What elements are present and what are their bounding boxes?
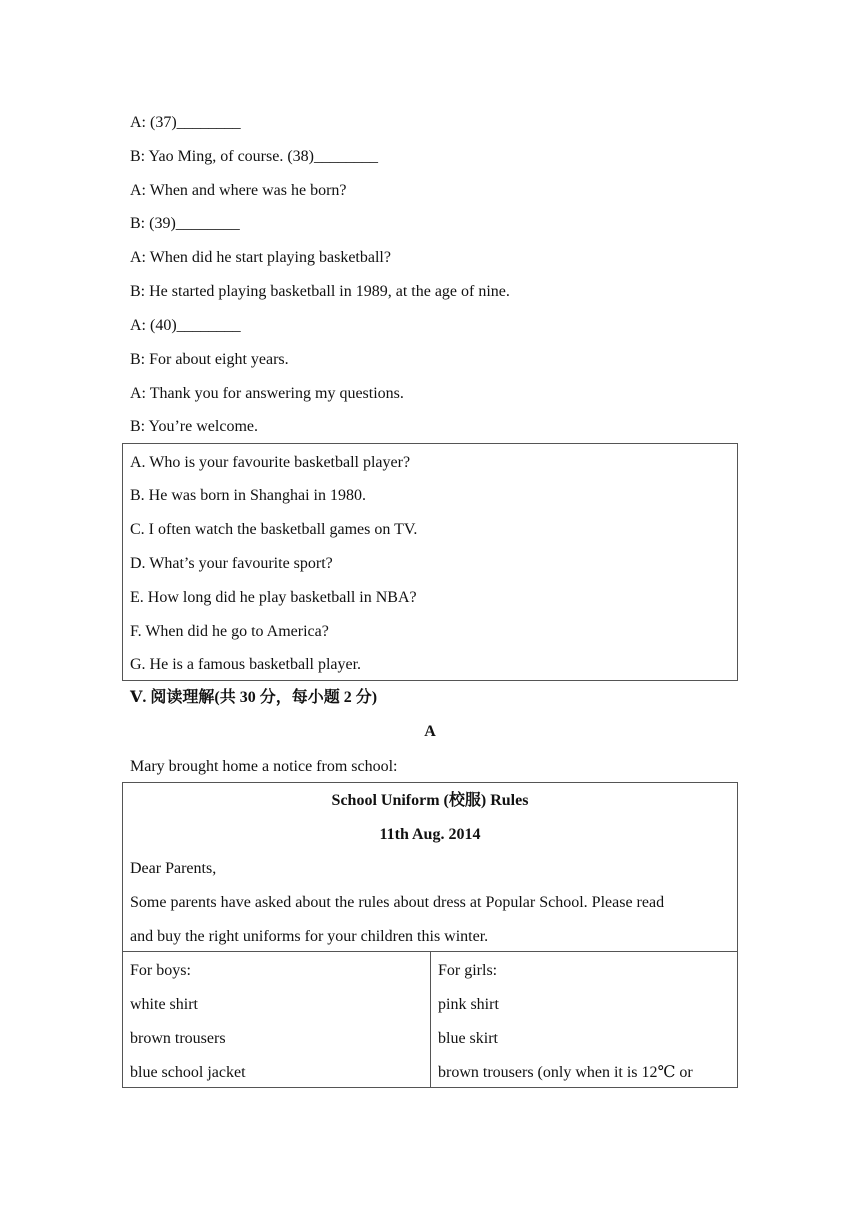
girls-item: brown trousers (only when it is 12℃ or <box>438 1064 693 1081</box>
dialogue-line-40: A: (40)________ <box>130 317 241 334</box>
dialogue-line: B: You’re welcome. <box>130 418 258 435</box>
notice-title: School Uniform (校服) Rules <box>331 792 529 809</box>
notice-greeting: Dear Parents, <box>130 860 217 877</box>
dialogue-line-39: B: (39)________ <box>130 215 240 232</box>
section-heading: Ⅴ. 阅读理解(共 30 分，每小题 2 分) <box>130 689 378 706</box>
notice-date: 11th Aug. 2014 <box>379 826 481 843</box>
notice-body: and buy the right uniforms for your children this winter. <box>130 928 489 945</box>
dialogue-line: A: When did he start playing basketball? <box>130 249 391 266</box>
girls-item: blue skirt <box>438 1030 498 1047</box>
passage-label: A <box>424 723 436 740</box>
column-divider <box>430 951 431 1087</box>
girls-item: pink shirt <box>438 996 499 1013</box>
dialogue-line-38: B: Yao Ming, of course. (38)________ <box>130 148 378 165</box>
dialogue-line: B: He started playing basketball in 1989, at the age of nine. <box>130 283 510 300</box>
option-f: F. When did he go to America? <box>130 623 329 640</box>
boys-item: blue school jacket <box>130 1064 246 1081</box>
dialogue-line: A: When and where was he born? <box>130 182 347 199</box>
option-c: C. I often watch the basketball games on TV. <box>130 521 418 538</box>
passage-intro: Mary brought home a notice from school: <box>130 758 398 775</box>
option-d: D. What’s your favourite sport? <box>130 555 333 572</box>
option-b: B. He was born in Shanghai in 1980. <box>130 487 366 504</box>
answer-options-box <box>122 443 738 681</box>
girls-heading: For girls: <box>438 962 498 979</box>
boys-item: brown trousers <box>130 1030 226 1047</box>
dialogue-line-37: A: (37)________ <box>130 114 241 131</box>
dialogue-line: B: For about eight years. <box>130 351 289 368</box>
option-e: E. How long did he play basketball in NBA? <box>130 589 417 606</box>
uniform-notice-table <box>122 782 738 1088</box>
option-a: A. Who is your favourite basketball player? <box>130 454 411 471</box>
option-g: G. He is a famous basketball player. <box>130 656 362 673</box>
boys-heading: For boys: <box>130 962 191 979</box>
notice-body: Some parents have asked about the rules about dress at Popular School. Please read <box>130 894 665 911</box>
dialogue-line: A: Thank you for answering my questions. <box>130 385 404 402</box>
boys-item: white shirt <box>130 996 198 1013</box>
